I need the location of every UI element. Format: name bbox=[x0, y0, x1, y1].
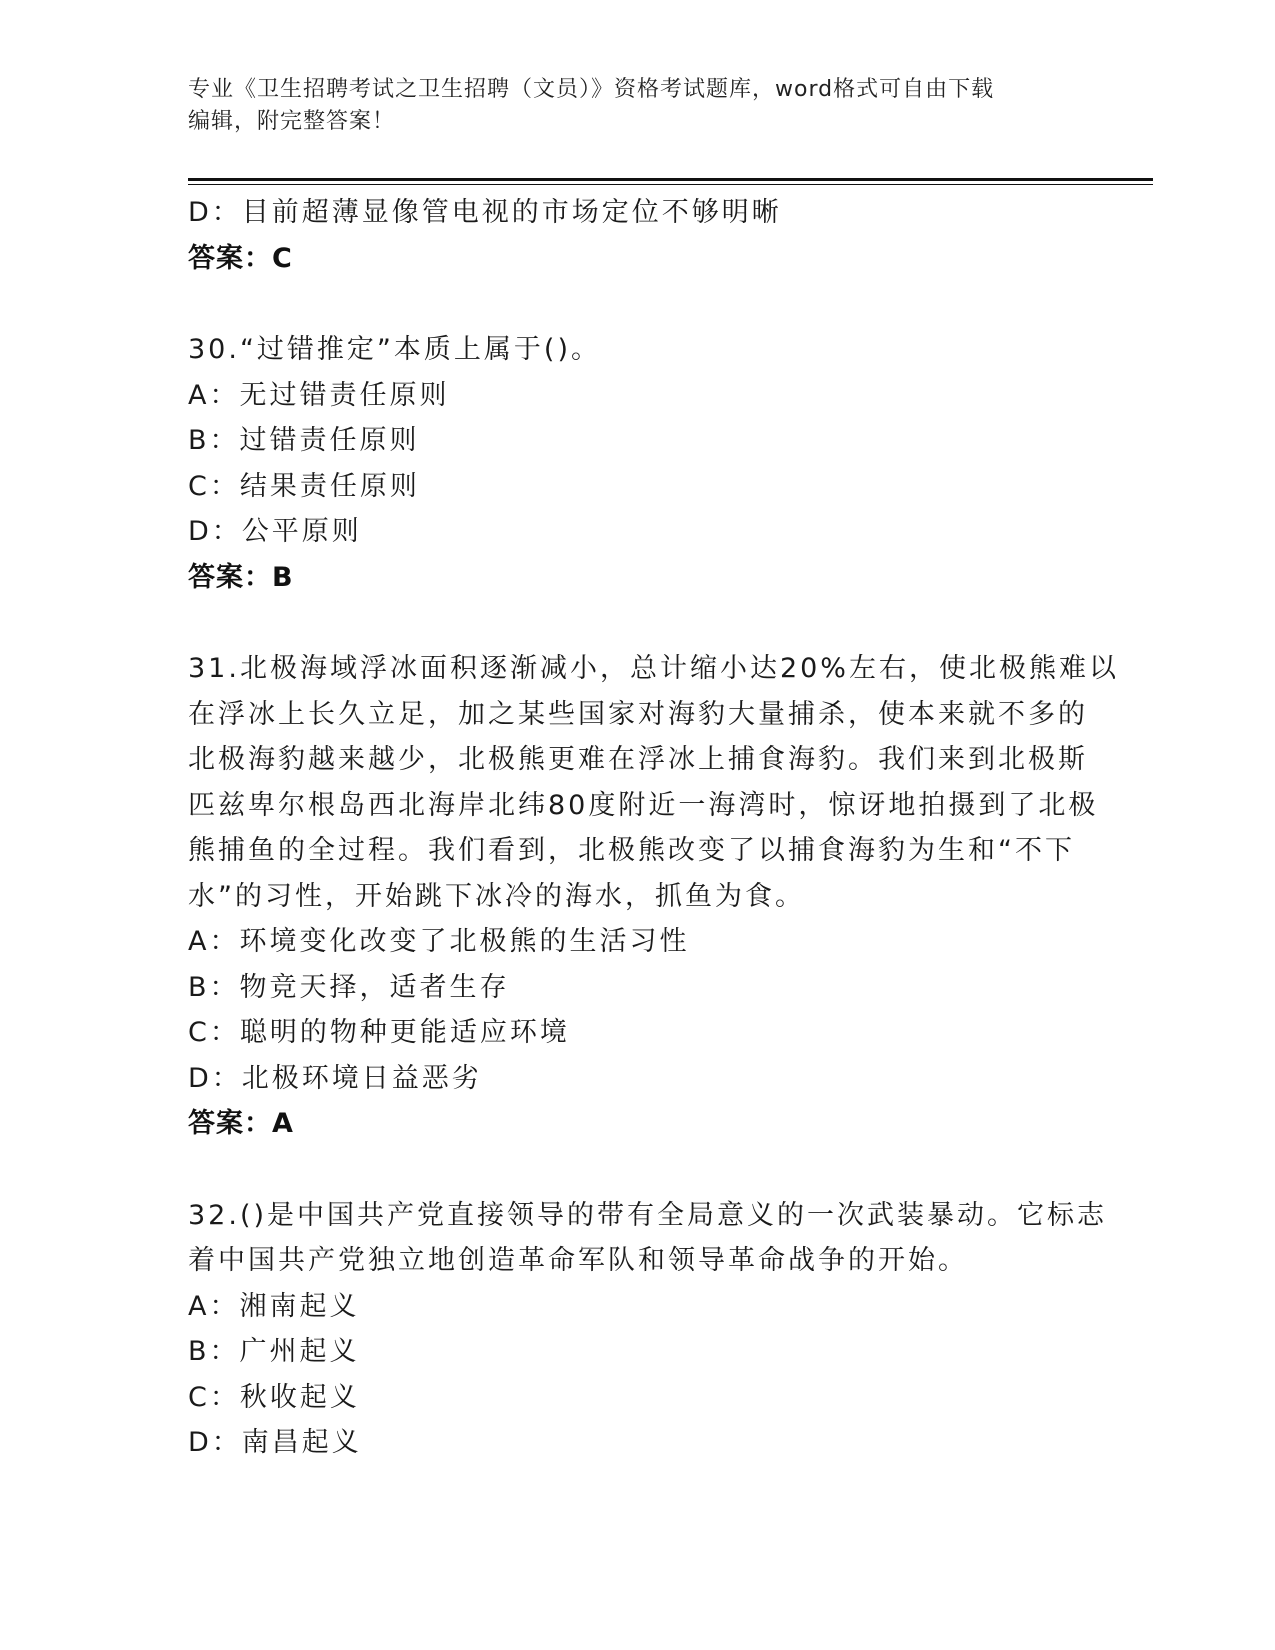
question-content bbox=[188, 190, 1119, 1466]
q29-answer: 答案：C bbox=[188, 242, 293, 274]
header-line-1: 专业《卫生招聘考试之卫生招聘（文员）》资格考试题库，word格式可自由下载 bbox=[188, 77, 995, 102]
header-line-2: 编辑，附完整答案！ bbox=[188, 109, 396, 134]
q32-question-line: 32.()是中国共产党直接领导的带有全局意义的一次武装暴动。它标志 bbox=[188, 1199, 1108, 1231]
q30-option-b: B：过错责任原则 bbox=[188, 425, 420, 456]
q31-answer: 答案：A bbox=[188, 1108, 294, 1139]
q31-question-line: 水”的习性，开始跳下冰冷的海水，抓鱼为食。 bbox=[188, 880, 805, 912]
q30-option-a: A：无过错责任原则 bbox=[188, 379, 450, 411]
header-divider-thin bbox=[188, 184, 1153, 185]
q30-option-d: D：公平原则 bbox=[188, 516, 362, 547]
header-divider-thick bbox=[188, 178, 1153, 181]
q31-question-line: 在浮冰上长久立足，加之某些国家对海豹大量捕杀，使本来就不多的 bbox=[188, 698, 1088, 730]
q30-question: 30.“过错推定”本质上属于()。 bbox=[188, 334, 601, 365]
q31-question bbox=[188, 646, 1119, 919]
q32-question bbox=[188, 1193, 1108, 1284]
q31-question-line: 匹兹卑尔根岛西北海岸北纬80度附近一海湾时，惊讶地拍摄到了北极 bbox=[188, 789, 1099, 821]
page-header bbox=[188, 74, 1088, 138]
q32-option-a: A：湘南起义 bbox=[188, 1290, 360, 1322]
q30-answer: 答案：B bbox=[188, 561, 294, 593]
q32-option-d: D：南昌起义 bbox=[188, 1427, 362, 1458]
q31-option-c: C：聪明的物种更能适应环境 bbox=[188, 1017, 570, 1048]
q29-option-d: D：目前超薄显像管电视的市场定位不够明晰 bbox=[188, 197, 782, 228]
q30-option-c: C：结果责任原则 bbox=[188, 470, 420, 502]
q31-question-line: 北极海豹越来越少，北极熊更难在浮冰上捕食海豹。我们来到北极斯 bbox=[188, 744, 1088, 775]
q32-option-b: B：广州起义 bbox=[188, 1336, 360, 1367]
q32-question-line: 着中国共产党独立地创造革命军队和领导革命战争的开始。 bbox=[188, 1245, 968, 1276]
q32-option-c: C：秋收起义 bbox=[188, 1381, 360, 1413]
q31-option-a: A：环境变化改变了北极熊的生活习性 bbox=[188, 926, 690, 957]
q31-option-d: D：北极环境日益恶劣 bbox=[188, 1062, 482, 1094]
q31-option-b: B：物竞天择，适者生存 bbox=[188, 971, 510, 1003]
q31-question-line: 熊捕鱼的全过程。我们看到，北极熊改变了以捕食海豹为生和“不下 bbox=[188, 835, 1075, 866]
q31-question-line: 31.北极海域浮冰面积逐渐减小，总计缩小达20%左右，使北极熊难以 bbox=[188, 653, 1119, 684]
